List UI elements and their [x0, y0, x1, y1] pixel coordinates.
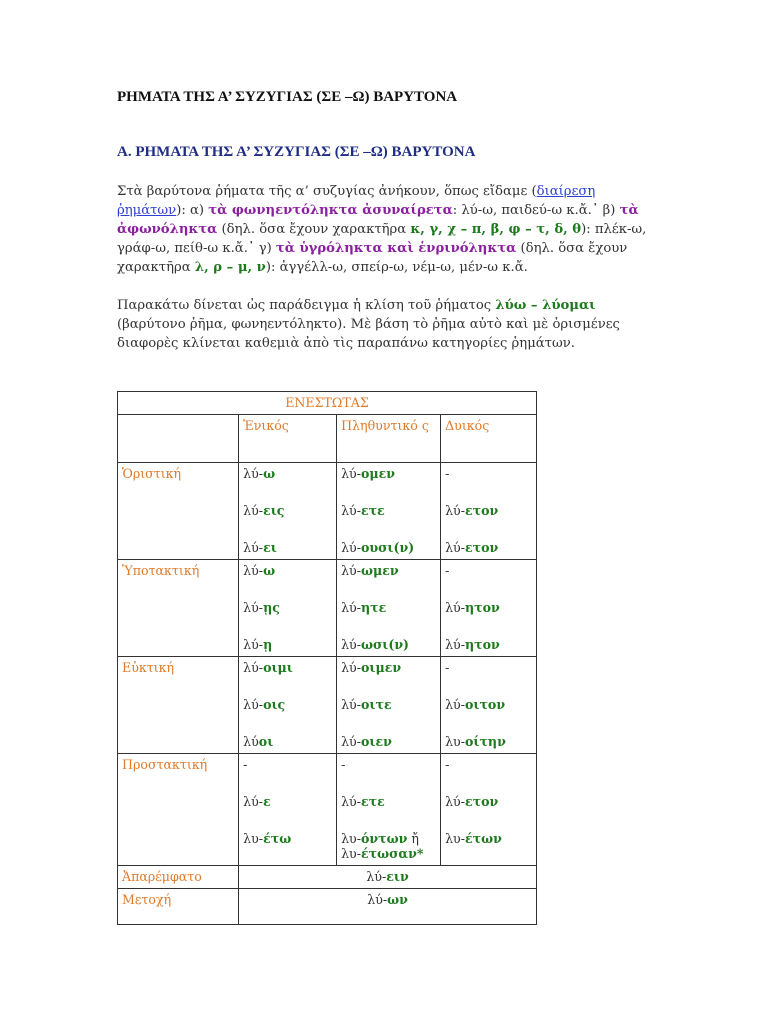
header-plural: Πληθυντικό ς: [337, 415, 441, 463]
stem: -: [445, 466, 450, 481]
ending: όντων: [360, 831, 408, 846]
stem: λύ-: [243, 600, 264, 615]
ending: ωσι(ν): [360, 637, 410, 652]
form-line: [445, 563, 532, 600]
example-paragraph: [117, 296, 653, 353]
stem: λύ-: [243, 503, 264, 518]
ending: έτω: [263, 831, 292, 846]
text-run: (δηλ. ὅσα ἔχουν χαρακτῆρα: [117, 241, 628, 275]
form-cell-du: [441, 463, 537, 560]
form-line: [445, 600, 532, 637]
form-cell-pl: [337, 754, 441, 866]
table-caption: ΕΝΕΣΤΩΤΑΣ: [118, 392, 537, 415]
form-line: [243, 734, 332, 749]
text-run: : λύ-ω, παιδεύ-ω κ.ἄ.᾽ β): [452, 203, 620, 218]
form-line: [445, 831, 532, 846]
category-vowel-stem: τὰ φωνηεντόληκτα ἀσυναίρετα: [208, 203, 453, 218]
stem: λύ-: [341, 466, 361, 481]
ending: ητον: [464, 600, 500, 615]
stem: λύ-: [341, 637, 361, 652]
ending: ω: [263, 466, 276, 481]
ending: ετε: [360, 503, 385, 518]
ending: ετον: [464, 794, 499, 809]
stem: λύ-: [445, 697, 465, 712]
ending: ε: [263, 794, 271, 809]
stem: -: [445, 660, 450, 675]
mood-label: Ὑποτακτική: [118, 560, 239, 657]
form-line: [243, 831, 332, 846]
form-line: [445, 697, 532, 734]
form-cell-sg: [239, 463, 337, 560]
stem: λύ: [243, 734, 259, 749]
table-row: [118, 463, 537, 560]
stem: λύ-: [243, 660, 264, 675]
mood-label: Ὁριστική: [118, 463, 239, 560]
text-run: Στὰ βαρύτονα ῥήματα τῆς α’ συζυγίας ἀνήκουν, ὅπως εἴδαμε (: [117, 184, 537, 199]
stem: λύ-: [341, 503, 361, 518]
stem: λύ-: [445, 503, 465, 518]
form-line: [445, 660, 532, 697]
ending: ητον: [464, 637, 500, 652]
ending: ομεν: [360, 466, 395, 481]
stem: λύ-: [341, 734, 361, 749]
stem: -: [341, 757, 346, 772]
form-line: [243, 637, 332, 652]
conjugation-table: [117, 391, 537, 925]
form-line: [341, 600, 436, 637]
stem: λύ-: [243, 794, 264, 809]
ending: οι: [258, 734, 274, 749]
form-line: [445, 757, 532, 794]
ending: ῃ: [263, 637, 273, 652]
ending: ουσι(ν): [360, 540, 415, 555]
stem: λύ-: [445, 794, 465, 809]
stem: λύ-: [341, 540, 361, 555]
mood-label: Εὐκτική: [118, 657, 239, 754]
stem: λύ-: [445, 637, 465, 652]
table-row: [118, 560, 537, 657]
stem: λύ-: [243, 563, 264, 578]
form-line: [243, 466, 332, 503]
form-cell-du: [441, 754, 537, 866]
text-run: ): α): [176, 203, 209, 218]
page-title: ΡΗΜΑΤΑ ΤΗΣ Α’ ΣΥΖΥΓΙΑΣ (ΣΕ –Ω) ΒΑΡΥΤΟΝΑ: [117, 89, 458, 105]
form-line: [243, 563, 332, 600]
participle-form: [239, 889, 537, 925]
form-cell-sg: [239, 560, 337, 657]
form-line: [341, 503, 436, 540]
stem: λύ-: [341, 794, 361, 809]
ending: ητε: [360, 600, 387, 615]
ending: οιεν: [360, 734, 392, 749]
ending: οιμεν: [360, 660, 402, 675]
stem: λυ-: [341, 831, 361, 846]
mood-label: Προστακτική: [118, 754, 239, 866]
ending: έτων: [464, 831, 502, 846]
form-line: [243, 540, 332, 555]
stem: λύ-: [445, 540, 465, 555]
header-dual: Δυικός: [441, 415, 537, 463]
form-cell-pl: [337, 463, 441, 560]
ending: ετον: [464, 540, 499, 555]
link-verb-division[interactable]: διαίρεση ῥημάτων: [117, 184, 596, 218]
header-empty: [118, 415, 239, 463]
form-line: [341, 540, 436, 555]
form-line: [243, 600, 332, 637]
form-line: [445, 503, 532, 540]
form-line: [243, 697, 332, 734]
category-liquid-nasal-stem: τὰ ὑγρόληκτα καὶ ἑνρινόληκτα: [275, 241, 517, 256]
ending: ειν: [386, 869, 409, 884]
stem: λύ-: [243, 637, 264, 652]
ending: ωμεν: [360, 563, 399, 578]
form-cell-sg: [239, 754, 337, 866]
ending: οιτον: [464, 697, 506, 712]
form-line: [445, 540, 532, 555]
ending: οιμι: [263, 660, 293, 675]
form-cell-du: [441, 560, 537, 657]
form-line: [445, 466, 532, 503]
stem: λύ-: [366, 869, 387, 884]
ending: έτωσαν*: [360, 846, 424, 861]
intro-paragraph: [117, 182, 653, 277]
stem: λυ-: [243, 831, 264, 846]
ending: ετον: [464, 503, 499, 518]
form-line: [445, 794, 532, 831]
infinitive-label: Ἀπαρέμφατο: [118, 866, 239, 889]
text-run: (δηλ. ὅσα ἔχουν χαρακτῆρα: [217, 222, 411, 237]
ending: ετε: [360, 794, 385, 809]
participle-label: Μετοχή: [118, 889, 239, 925]
stem: λυ-: [341, 846, 361, 861]
stem: λύ-: [341, 600, 361, 615]
example-verb: λύω – λύομαι: [495, 298, 596, 313]
text-run: ): πλέκ-ω, γράφ-ω, πείθ-ω κ.ἄ.᾽ γ): [117, 222, 647, 256]
stem: λυ-: [445, 831, 465, 846]
ending: ων: [387, 892, 408, 907]
form-cell-sg: [239, 657, 337, 754]
form-line: [341, 831, 436, 861]
ending: ω: [263, 563, 276, 578]
form-line: [341, 563, 436, 600]
stem: λύ-: [445, 600, 465, 615]
ending: οιτε: [360, 697, 392, 712]
stem: λύ-: [341, 660, 361, 675]
form-line: [341, 466, 436, 503]
stem: -: [445, 757, 450, 772]
ending: οίτην: [464, 734, 506, 749]
ending: ει: [263, 540, 277, 555]
form-line: [445, 637, 532, 652]
liquid-nasal-characters: λ, ρ – μ, ν: [194, 260, 266, 275]
stem: λύ-: [341, 697, 361, 712]
table-row: [118, 657, 537, 754]
table-row: [118, 754, 537, 866]
text-run: Παρακάτω δίνεται ὡς παράδειγμα ἡ κλίση τοῦ ῥήματος: [117, 298, 496, 313]
mute-characters: κ, γ, χ – π, β, φ – τ, δ, θ: [410, 222, 582, 237]
or-word: ἤ: [407, 831, 419, 846]
form-line: [243, 660, 332, 697]
form-line: [243, 503, 332, 540]
form-line: [341, 697, 436, 734]
stem: λυ-: [445, 734, 465, 749]
ending: εις: [263, 503, 285, 518]
ending: ῃς: [263, 600, 280, 615]
form-cell-du: [441, 657, 537, 754]
form-line: [341, 757, 436, 794]
stem: -: [243, 757, 248, 772]
infinitive-form: [239, 866, 537, 889]
form-line: [341, 637, 436, 652]
stem: -: [445, 563, 450, 578]
section-title: Α. ΡΗΜΑΤΑ ΤΗΣ Α’ ΣΥΖΥΓΙΑΣ (ΣΕ –Ω) ΒΑΡΥΤΟΝΑ: [117, 144, 476, 160]
form-line: [341, 734, 436, 749]
form-line: [341, 660, 436, 697]
form-cell-pl: [337, 657, 441, 754]
stem: λύ-: [243, 697, 264, 712]
category-mute-stem: τὰ ἀφωνόληκτα: [117, 203, 639, 237]
form-line: [445, 734, 532, 749]
form-line: [341, 794, 436, 831]
stem: λύ-: [243, 540, 264, 555]
form-cell-pl: [337, 560, 441, 657]
stem: λύ-: [367, 892, 388, 907]
stem: λύ-: [243, 466, 264, 481]
stem: λύ-: [341, 563, 361, 578]
form-line: [243, 794, 332, 831]
ending: οις: [263, 697, 286, 712]
text-run: ): ἀγγέλλ-ω, σπείρ-ω, νέμ-ω, μέν-ω κ.ἄ.: [265, 260, 528, 275]
header-singular: Ἑνικός: [239, 415, 337, 463]
form-line: [243, 757, 332, 794]
text-run: (βαρύτονο ῥῆμα, φωνηεντόληκτο). Μὲ βάση τὸ ῥῆμα αὐτὸ καὶ μὲ ὁρισμένες διαφορὲς κλίνεται καθεμιὰ ἀπὸ τὶς παραπάνω κατηγορίες ῥημάτων.: [117, 317, 620, 351]
